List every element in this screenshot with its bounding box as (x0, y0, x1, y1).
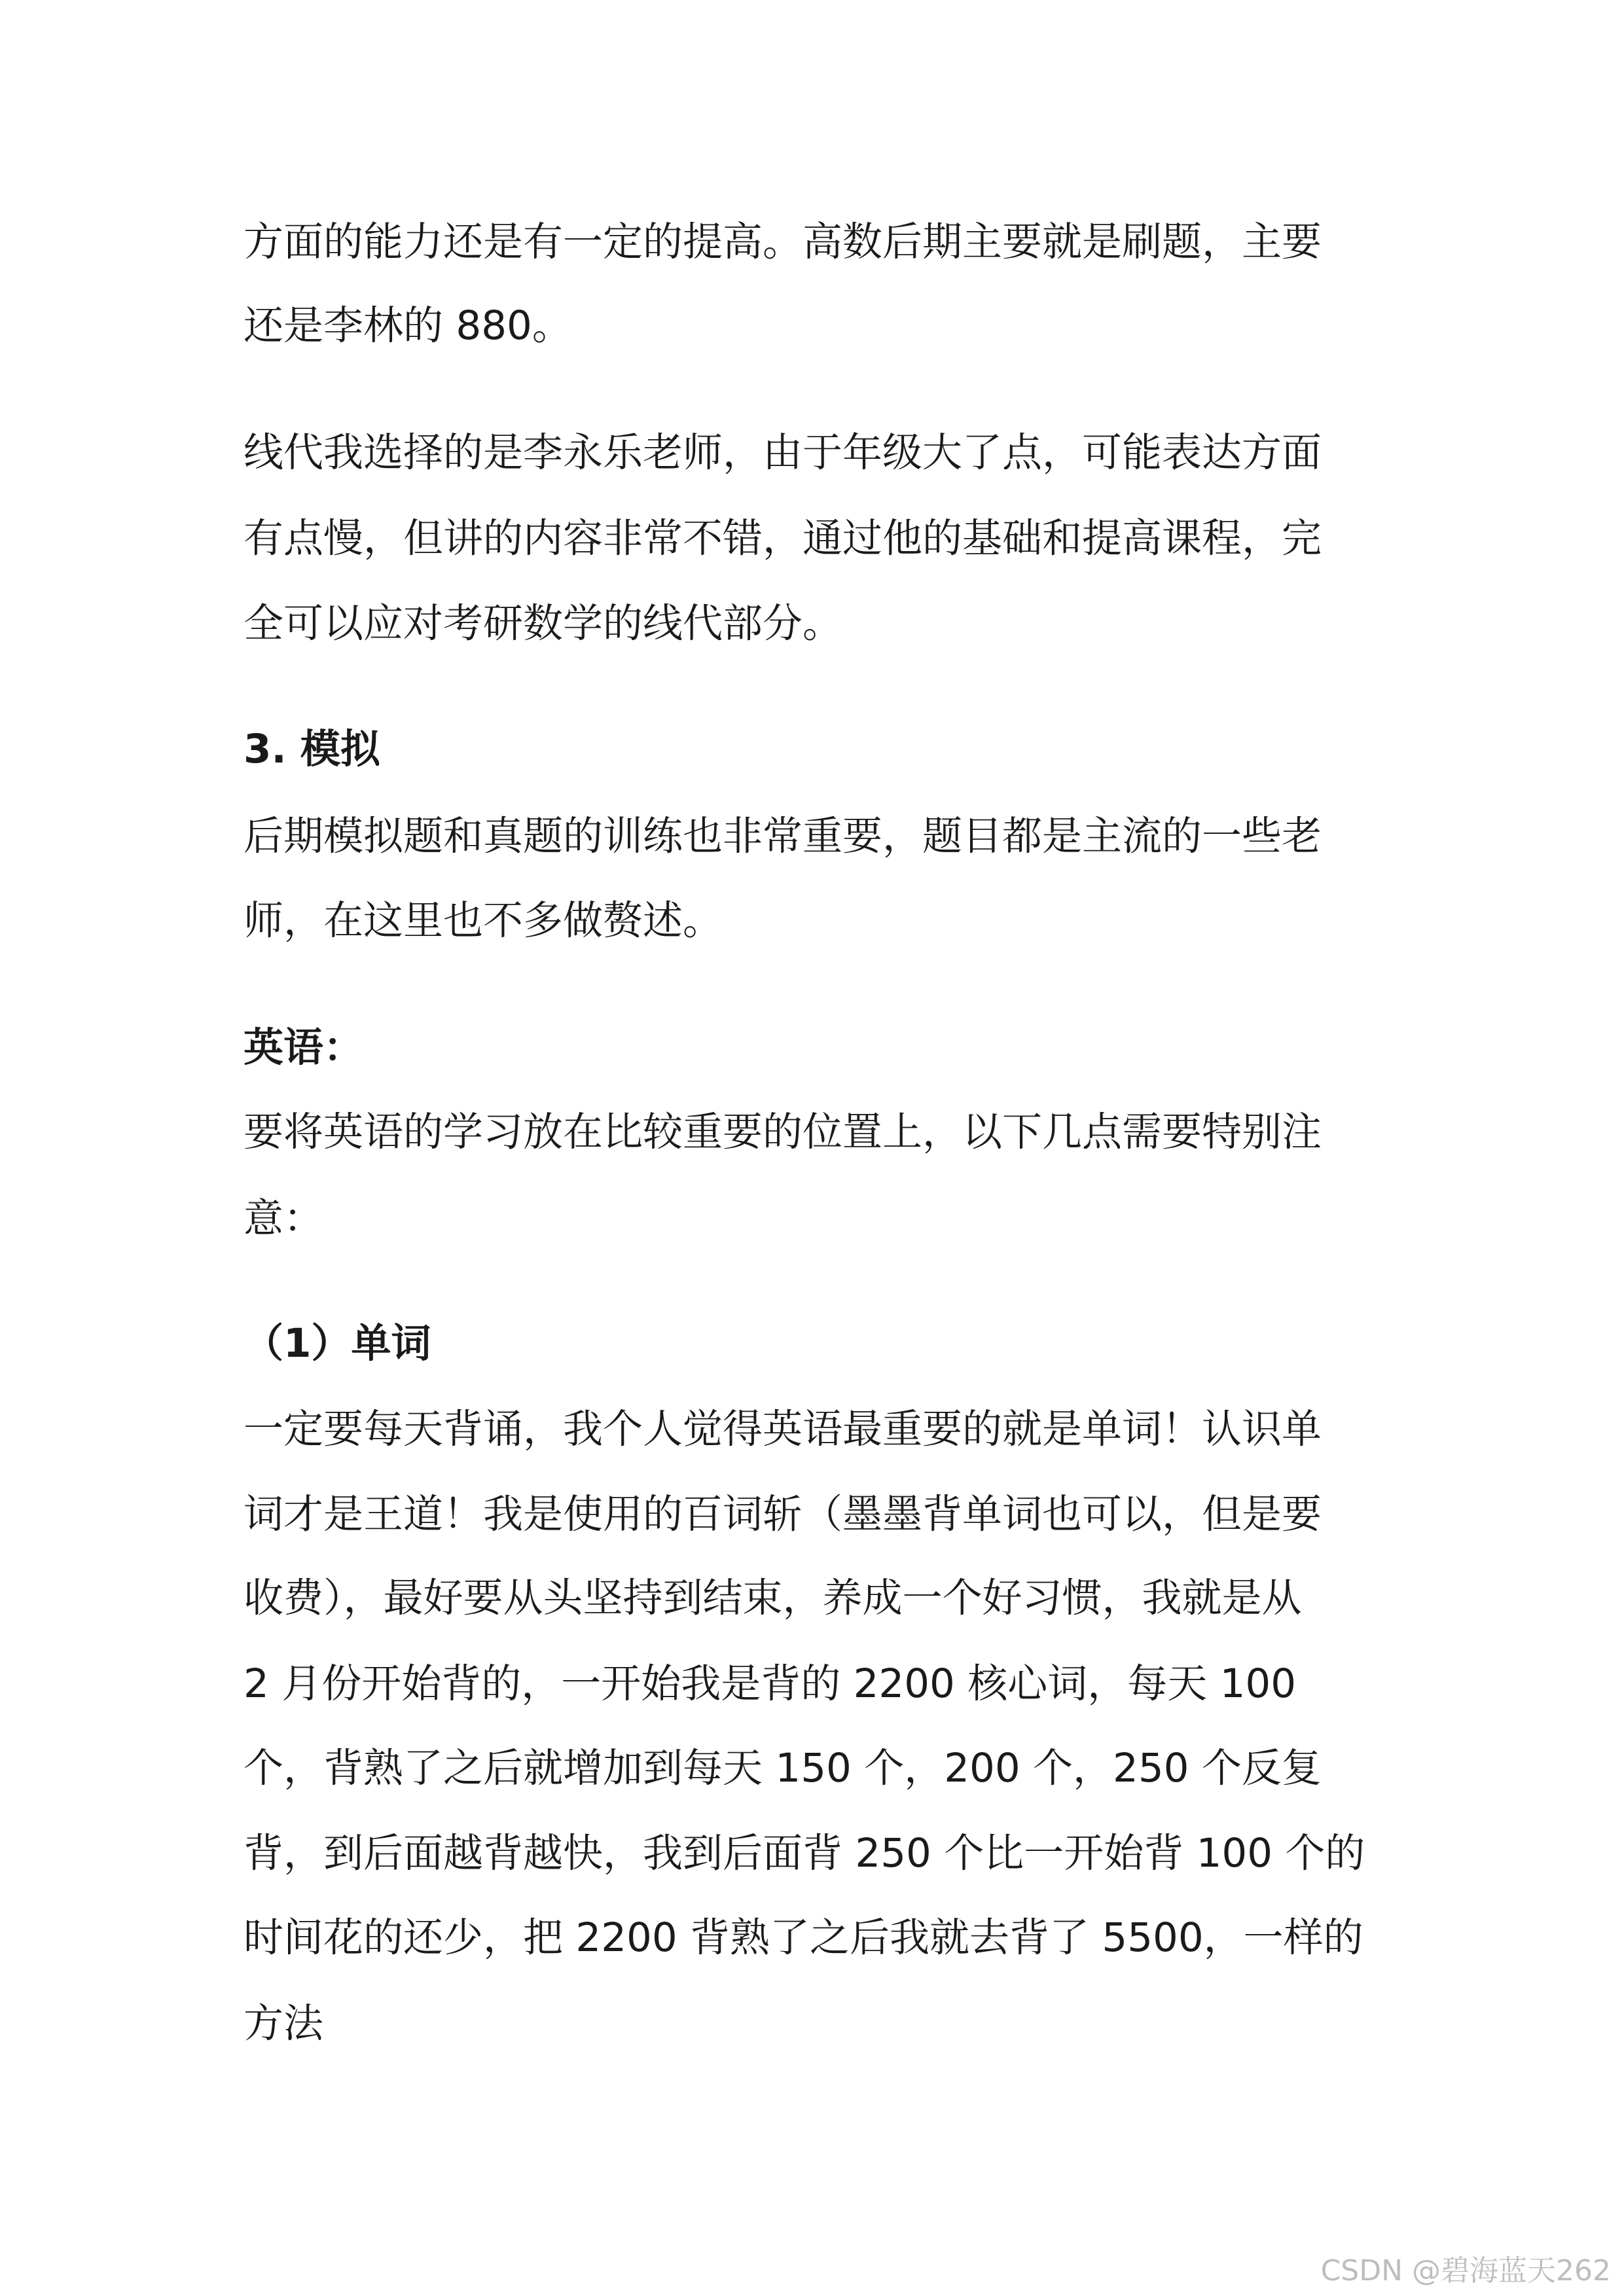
paragraph-line: 方面的能力还是有一定的提高。高数后期主要就是刷题，主要 (244, 219, 1322, 265)
paragraph-line: 方法 (244, 2000, 324, 2047)
paragraph-line: 全可以应对考研数学的线代部分。 (244, 600, 843, 647)
paragraph-line: 背，到后面越背越快，我到后面背 250 个比一开始背 100 个的 (244, 1830, 1365, 1876)
paragraph-line: 时间花的还少，把 2200 背熟了之后我就去背了 5500，一样的 (244, 1914, 1363, 1961)
paragraph-line: 意： (244, 1195, 324, 1242)
paragraph-line: 词才是王道！我是使用的百词斩（墨墨背单词也可以，但是要 (244, 1491, 1322, 1537)
paragraph-line: 还是李林的 880。 (244, 302, 572, 349)
paragraph-line: 2 月份开始背的，一开始我是背的 2200 核心词，每天 100 (244, 1660, 1297, 1707)
watermark: CSDN @碧海蓝天262 (1320, 2254, 1611, 2287)
paragraph-line: 一定要每天背诵，我个人觉得英语最重要的就是单词！认识单 (244, 1406, 1322, 1452)
section-heading-simulation: 3. 模拟 (244, 726, 380, 772)
section-heading-english: 英语： (244, 1024, 364, 1071)
section-heading-words: （1）单词 (244, 1320, 431, 1367)
paragraph-line: 有点慢，但讲的内容非常不错，通过他的基础和提高课程，完 (244, 515, 1322, 562)
paragraph-line: 线代我选择的是李永乐老师，由于年级大了点，可能表达方面 (244, 429, 1322, 476)
paragraph-line: 师，在这里也不多做赘述。 (244, 897, 723, 944)
paragraph-line: 要将英语的学习放在比较重要的位置上，以下几点需要特别注 (244, 1109, 1322, 1155)
paragraph-line: 后期模拟题和真题的训练也非常重要，题目都是主流的一些老 (244, 813, 1322, 859)
paragraph-line: 收费），最好要从头坚持到结束，养成一个好习惯，我就是从 (244, 1575, 1302, 1621)
paragraph-line: 个，背熟了之后就增加到每天 150 个，200 个，250 个反复 (244, 1745, 1322, 1791)
